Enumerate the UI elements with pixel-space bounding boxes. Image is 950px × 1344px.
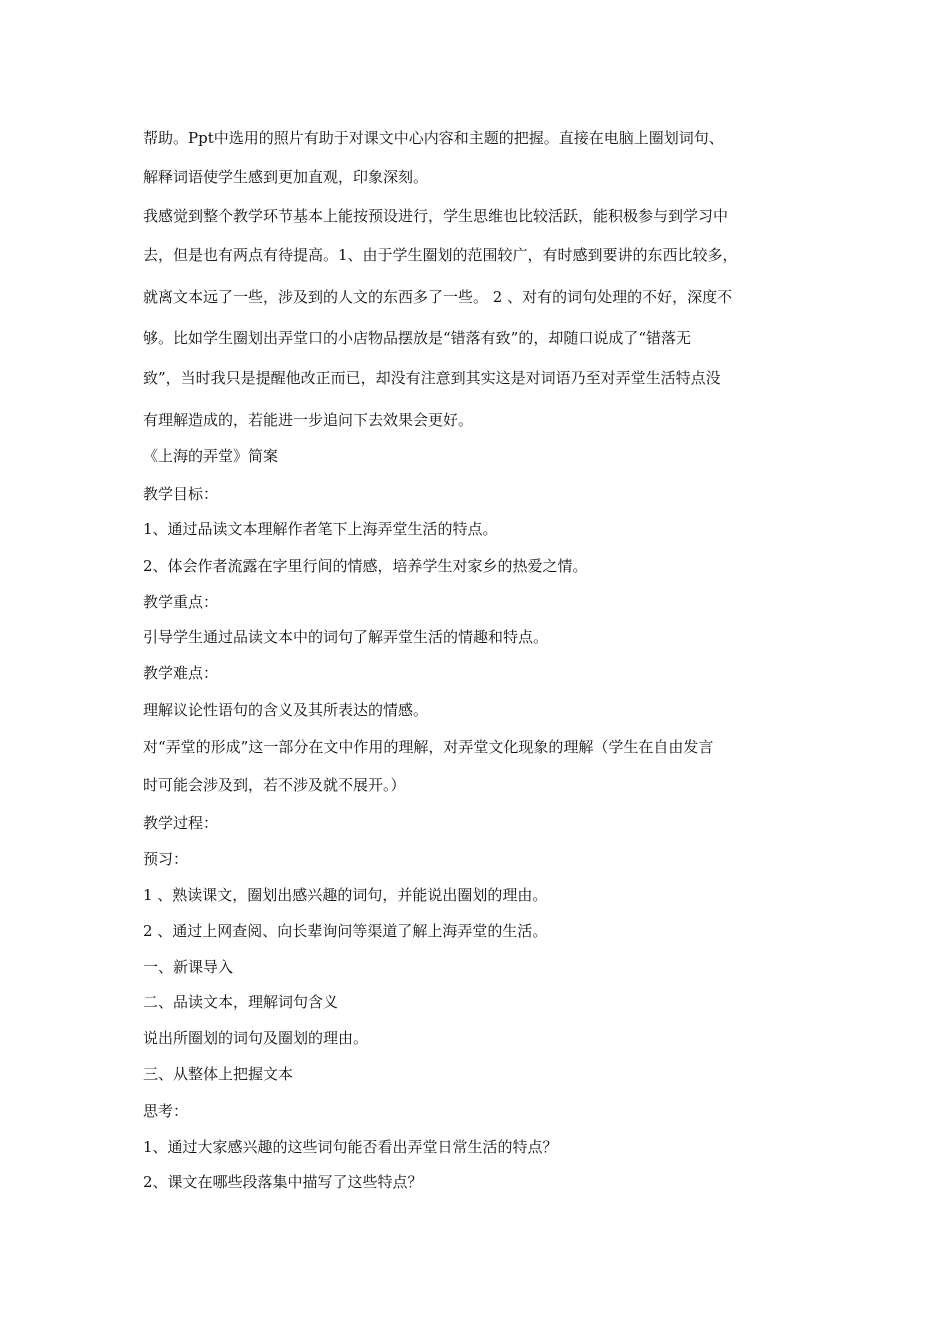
text-line: 对“弄堂的形成”这一部分在文中作用的理解，对弄堂文化现象的理解（学生在自由发言 bbox=[143, 738, 714, 756]
list-item: 2 、通过上网查阅、向长辈询问等渠道了解上海弄堂的生活。 bbox=[143, 922, 548, 940]
text-line: 致”，当时我只是提醒他改正而已，却没有注意到其实这是对词语乃至对弄堂生活特点没 bbox=[143, 369, 721, 387]
section-title: 《上海的弄堂》简案 bbox=[143, 447, 279, 465]
section-heading: 二、品读文本，理解词句含义 bbox=[143, 993, 339, 1011]
list-item: 2、体会作者流露在字里行间的情感，培养学生对家乡的热爱之情。 bbox=[143, 557, 588, 575]
section-heading: 预习： bbox=[143, 850, 189, 868]
list-item: 1、通过品读文本理解作者笔下上海弄堂生活的特点。 bbox=[143, 520, 498, 538]
text-line: 说出所圈划的词句及圈划的理由。 bbox=[143, 1029, 369, 1047]
list-item: 1 、熟读课文，圈划出感兴趣的词句，并能说出圈划的理由。 bbox=[143, 886, 548, 904]
text-line: 有理解造成的，若能进一步追问下去效果会更好。 bbox=[143, 411, 474, 429]
section-heading: 教学过程： bbox=[143, 814, 219, 832]
section-heading: 一、新课导入 bbox=[143, 958, 234, 976]
section-heading: 三、从整体上把握文本 bbox=[143, 1065, 294, 1083]
text-line: 时可能会涉及到，若不涉及就不展开。） bbox=[143, 776, 406, 794]
text-line: 够。比如学生圈划出弄堂口的小店物品摆放是“错落有致”的，却随口说成了“错落无 bbox=[143, 329, 692, 347]
section-heading: 教学重点： bbox=[143, 593, 219, 611]
text-line: 去，但是也有两点有待提高。1、由于学生圈划的范围较广，有时感到要讲的东西比较多， bbox=[143, 246, 738, 264]
list-item: 1、通过大家感兴趣的这些词句能否看出弄堂日常生活的特点？ bbox=[143, 1138, 558, 1156]
text-line: 帮助。Ppt中选用的照片有助于对课文中心内容和主题的把握。直接在电脑上圈划词句、 bbox=[143, 129, 724, 147]
text-line: 我感觉到整个教学环节基本上能按预设进行，学生思维也比较活跃，能积极参与到学习中 bbox=[143, 207, 729, 225]
section-heading: 教学难点： bbox=[143, 664, 219, 682]
list-item: 2、课文在哪些段落集中描写了这些特点？ bbox=[143, 1173, 423, 1191]
text-line: 引导学生通过品读文本中的词句了解弄堂生活的情趣和特点。 bbox=[143, 628, 549, 646]
text-line: 解释词语使学生感到更加直观，印象深刻。 bbox=[143, 168, 429, 186]
section-heading: 教学目标： bbox=[143, 485, 219, 503]
text-line: 理解议论性语句的含义及其所表达的情感。 bbox=[143, 701, 429, 719]
text-line: 就离文本远了一些，涉及到的人文的东西多了一些。 2 、对有的词句处理的不好，深度不 bbox=[143, 288, 733, 306]
section-heading: 思考： bbox=[143, 1102, 189, 1120]
